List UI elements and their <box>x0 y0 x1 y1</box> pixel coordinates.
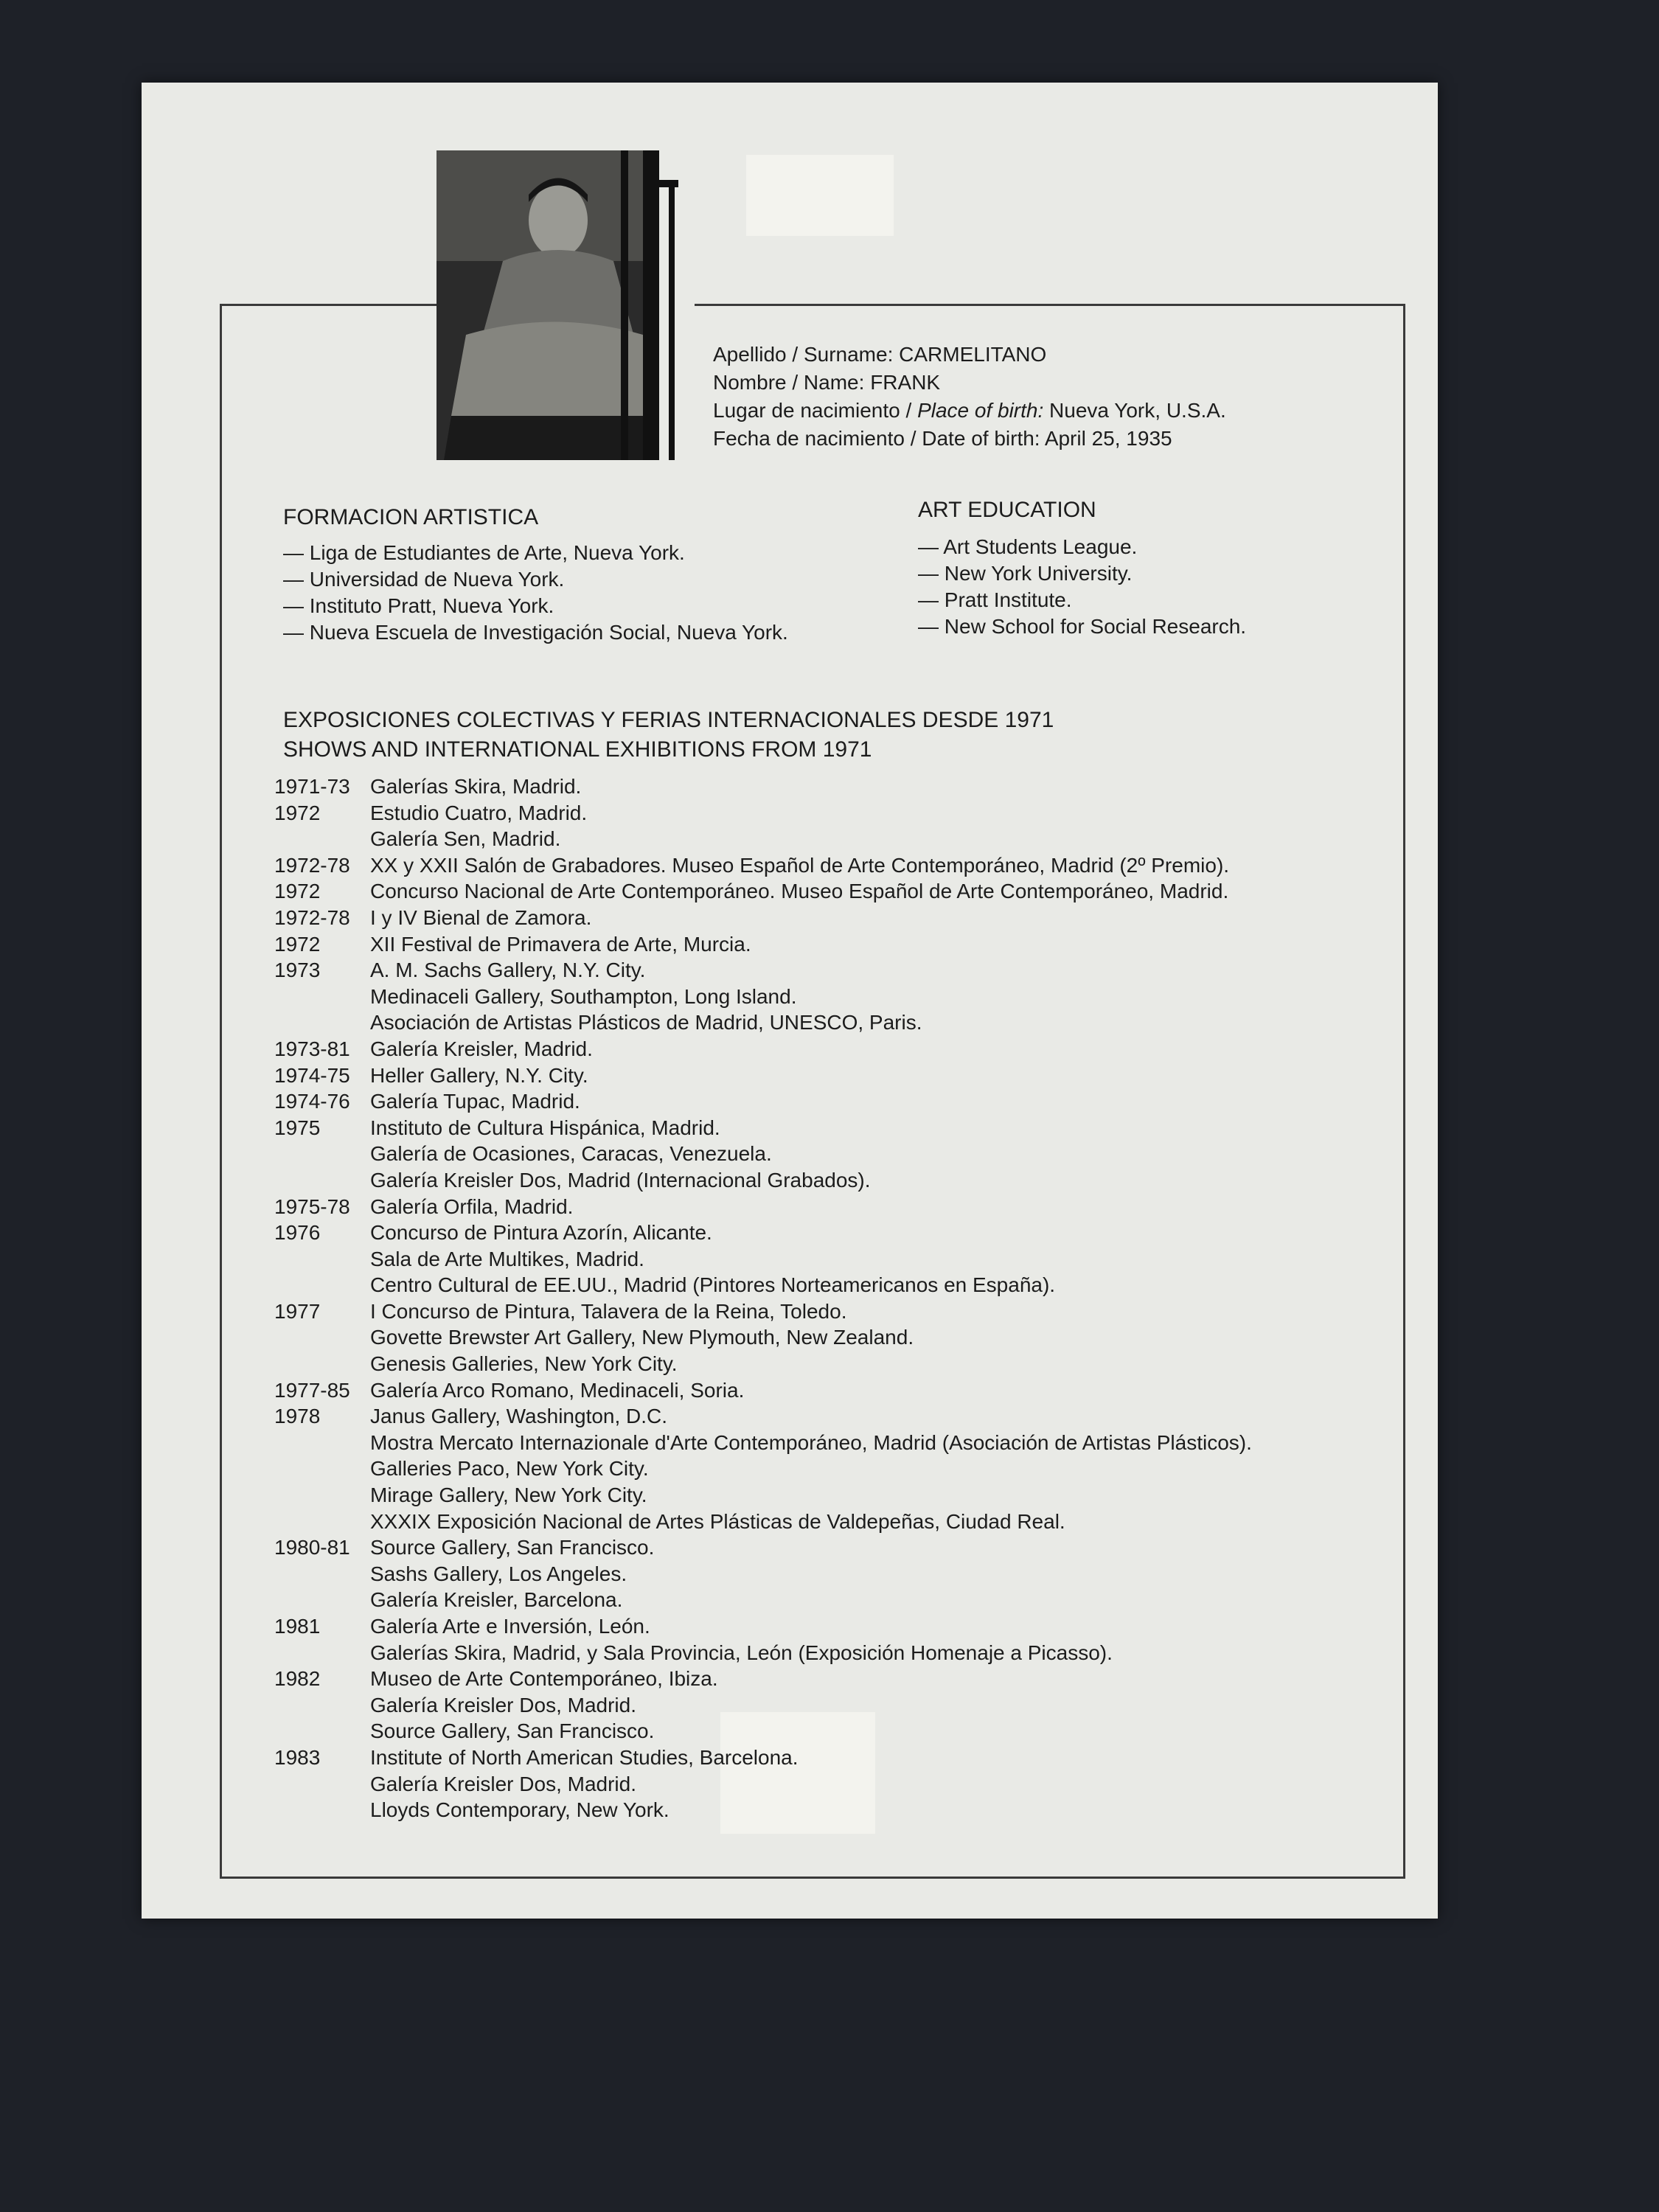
exhibition-venue: Heller Gallery, N.Y. City. <box>370 1063 588 1087</box>
exhibition-year: 1972 <box>274 932 321 956</box>
exhibition-row <box>274 1377 1252 1404</box>
exhibition-row <box>274 1194 1252 1220</box>
identity-block <box>713 341 1226 453</box>
exhibition-row <box>274 1482 1252 1509</box>
exhibition-venue: Galería de Ocasiones, Caracas, Venezuela. <box>370 1142 772 1166</box>
exhibition-row <box>274 852 1252 879</box>
exhibition-year: 1976 <box>274 1221 321 1245</box>
exhibition-venue: Source Gallery, San Francisco. <box>370 1719 655 1743</box>
exhibition-row <box>274 1220 1252 1246</box>
birthdate-row <box>713 425 1226 453</box>
exhibition-year <box>274 1167 370 1194</box>
exhibition-year <box>274 1561 370 1587</box>
exhibition-row <box>274 1587 1252 1613</box>
exhibition-venue: Source Gallery, San Francisco. <box>370 1536 655 1559</box>
exhibition-row <box>274 1666 1252 1692</box>
exhibition-year <box>274 1455 370 1482</box>
list-item: — Universidad de Nueva York. <box>283 566 788 593</box>
exhibition-row <box>274 826 1252 852</box>
exhibition-row <box>274 1561 1252 1587</box>
exhibition-year: 1972-78 <box>274 853 350 877</box>
exhibition-venue: Concurso de Pintura Azorín, Alicante. <box>370 1221 712 1245</box>
exhibition-venue: Galerías Skira, Madrid, y Sala Provincia, León (Exposición Homenaje a Picasso). <box>370 1641 1113 1664</box>
exhibition-row <box>274 1298 1252 1325</box>
exhibition-row <box>274 984 1252 1010</box>
shows-title-es: EXPOSICIONES COLECTIVAS Y FERIAS INTERNACIONALES DESDE 1971 <box>283 708 1054 732</box>
exhibition-venue: Institute of North American Studies, Barcelona. <box>370 1745 799 1769</box>
exhibition-venue: Galería Kreisler, Barcelona. <box>370 1588 623 1612</box>
birthplace-label-es: Lugar de nacimiento / <box>713 399 912 422</box>
exhibition-year: 1973 <box>274 959 321 982</box>
exhibition-row <box>274 800 1252 827</box>
portrait-image <box>437 150 695 460</box>
exhibition-year <box>274 1587 370 1613</box>
birthdate-label: Fecha de nacimiento / Date of birth: <box>713 427 1040 450</box>
exhibition-year <box>274 1640 370 1666</box>
exhibition-venue: XII Festival de Primavera de Arte, Murcia. <box>370 932 751 956</box>
exhibition-row <box>274 1351 1252 1377</box>
education-title: ART EDUCATION <box>918 498 1096 522</box>
exhibition-row <box>274 1324 1252 1351</box>
exhibition-year: 1972 <box>274 801 321 824</box>
exhibition-year: 1975-78 <box>274 1194 350 1218</box>
exhibition-year <box>274 826 370 852</box>
exhibition-year <box>274 1771 370 1798</box>
formacion-title: FORMACION ARTISTICA <box>283 505 539 529</box>
exhibition-row <box>274 957 1252 984</box>
exhibition-year: 1980-81 <box>274 1536 350 1559</box>
exhibition-row <box>274 1430 1252 1456</box>
exhibition-year <box>274 1246 370 1273</box>
surname-label: Apellido / Surname: <box>713 343 894 366</box>
exhibition-venue: XXXIX Exposición Nacional de Artes Plásticas de Valdepeñas, Ciudad Real. <box>370 1509 1065 1533</box>
exhibition-year: 1977-85 <box>274 1378 350 1402</box>
list-item: — New School for Social Research. <box>918 613 1246 640</box>
exhibition-venue: Janus Gallery, Washington, D.C. <box>370 1405 668 1428</box>
exhibition-venue: Govette Brewster Art Gallery, New Plymouth, New Zealand. <box>370 1326 914 1349</box>
exhibition-venue: Genesis Galleries, New York City. <box>370 1352 678 1376</box>
exhibition-year: 1974-76 <box>274 1090 350 1113</box>
exhibition-year: 1977 <box>274 1299 321 1323</box>
exhibition-row <box>274 1455 1252 1482</box>
exhibition-venue: Estudio Cuatro, Madrid. <box>370 801 588 824</box>
exhibition-row <box>274 878 1252 905</box>
exhibition-row <box>274 1640 1252 1666</box>
exhibition-row <box>274 905 1252 931</box>
exhibition-row <box>274 1115 1252 1141</box>
exhibition-venue: Asociación de Artistas Plásticos de Madrid, UNESCO, Paris. <box>370 1011 922 1034</box>
exhibition-venue: Sala de Arte Multikes, Madrid. <box>370 1247 644 1270</box>
exhibition-row <box>274 1509 1252 1535</box>
exhibition-venue: Galerías Skira, Madrid. <box>370 775 582 798</box>
exhibition-venue: Galería Kreisler Dos, Madrid. <box>370 1693 637 1717</box>
birthplace-label-en: Place of birth: <box>917 399 1044 422</box>
shows-title-en: SHOWS AND INTERNATIONAL EXHIBITIONS FROM 1971 <box>283 737 872 762</box>
exhibition-year <box>274 1509 370 1535</box>
exhibition-row <box>274 1718 1252 1745</box>
exhibition-year <box>274 1009 370 1036</box>
exhibition-row <box>274 1613 1252 1640</box>
exhibition-venue: Galería Kreisler Dos, Madrid. <box>370 1772 637 1795</box>
exhibition-venue: I Concurso de Pintura, Talavera de la Reina, Toledo. <box>370 1299 847 1323</box>
name-label: Nombre / Name: <box>713 371 865 394</box>
birthplace-value: Nueva York, U.S.A. <box>1049 399 1226 422</box>
exhibition-year: 1975 <box>274 1116 321 1139</box>
surname-value: CARMELITANO <box>899 343 1047 366</box>
shows-heading <box>283 706 1054 765</box>
exhibition-row <box>274 1534 1252 1561</box>
birthplace-row <box>713 397 1226 425</box>
formacion-list <box>283 540 788 646</box>
exhibition-venue: Galería Sen, Madrid. <box>370 827 561 851</box>
exhibition-row <box>274 1272 1252 1298</box>
exhibition-row <box>274 1403 1252 1430</box>
exhibition-row <box>274 1771 1252 1798</box>
exhibition-year <box>274 1351 370 1377</box>
exhibition-year: 1983 <box>274 1745 321 1769</box>
exhibition-venue: Galería Arte e Inversión, León. <box>370 1615 650 1638</box>
list-item: — Nueva Escuela de Investigación Social, Nueva York. <box>283 619 788 646</box>
exhibition-venue: Mirage Gallery, New York City. <box>370 1484 647 1507</box>
exhibition-venue: XX y XXII Salón de Grabadores. Museo Español de Arte Contemporáneo, Madrid (2º Premio). <box>370 853 1230 877</box>
exhibition-venue: Galería Kreisler, Madrid. <box>370 1037 593 1060</box>
shows-list <box>274 773 1252 1823</box>
education-list <box>918 534 1246 640</box>
exhibition-venue: Galería Orfila, Madrid. <box>370 1194 574 1218</box>
exhibition-venue: Instituto de Cultura Hispánica, Madrid. <box>370 1116 720 1139</box>
exhibition-row <box>274 773 1252 800</box>
exhibition-row <box>274 1088 1252 1115</box>
exhibition-venue: Museo de Arte Contemporáneo, Ibiza. <box>370 1667 718 1691</box>
exhibition-row <box>274 931 1252 958</box>
birthdate-value: April 25, 1935 <box>1044 427 1172 450</box>
name-value: FRANK <box>870 371 941 394</box>
list-item: — Art Students League. <box>918 534 1246 560</box>
exhibition-year <box>274 1692 370 1719</box>
exhibition-venue: Galería Arco Romano, Medinaceli, Soria. <box>370 1378 745 1402</box>
exhibition-year <box>274 1141 370 1167</box>
exhibition-row <box>274 1036 1252 1062</box>
exhibition-venue: Lloyds Contemporary, New York. <box>370 1798 669 1822</box>
exhibition-row <box>274 1141 1252 1167</box>
exhibition-year <box>274 1482 370 1509</box>
exhibition-row <box>274 1246 1252 1273</box>
exhibition-year <box>274 1324 370 1351</box>
tape-patch-top <box>746 155 894 236</box>
exhibition-row <box>274 1062 1252 1089</box>
name-row <box>713 369 1226 397</box>
exhibition-venue: Centro Cultural de EE.UU., Madrid (Pintores Norteamericanos en España). <box>370 1273 1056 1297</box>
exhibition-year <box>274 1797 370 1823</box>
exhibition-year: 1978 <box>274 1405 321 1428</box>
list-item: — Pratt Institute. <box>918 587 1246 613</box>
exhibition-row <box>274 1745 1252 1771</box>
exhibition-venue: Galería Kreisler Dos, Madrid (Internacional Grabados). <box>370 1168 871 1192</box>
exhibition-venue: Sashs Gallery, Los Angeles. <box>370 1562 627 1585</box>
exhibition-row <box>274 1797 1252 1823</box>
exhibition-year <box>274 1430 370 1456</box>
exhibition-year <box>274 1272 370 1298</box>
exhibition-venue: Galería Tupac, Madrid. <box>370 1090 580 1113</box>
exhibition-year: 1974-75 <box>274 1063 350 1087</box>
exhibition-row <box>274 1167 1252 1194</box>
surname-row <box>713 341 1226 369</box>
exhibition-venue: A. M. Sachs Gallery, N.Y. City. <box>370 959 646 982</box>
exhibition-venue: Mostra Mercato Internazionale d'Arte Contemporáneo, Madrid (Asociación de Artistas Plásticos). <box>370 1430 1252 1454</box>
exhibition-venue: Concurso Nacional de Arte Contemporáneo. Museo Español de Arte Contemporáneo, Madrid. <box>370 880 1229 903</box>
exhibition-row <box>274 1009 1252 1036</box>
exhibition-year: 1971-73 <box>274 775 350 798</box>
exhibition-year: 1972-78 <box>274 905 350 929</box>
exhibition-year <box>274 984 370 1010</box>
list-item: — New York University. <box>918 560 1246 587</box>
resume-sheet <box>142 83 1438 1919</box>
exhibition-year: 1973-81 <box>274 1037 350 1060</box>
exhibition-venue: I y IV Bienal de Zamora. <box>370 905 592 929</box>
list-item: — Instituto Pratt, Nueva York. <box>283 593 788 619</box>
exhibition-venue: Medinaceli Gallery, Southampton, Long Island. <box>370 984 797 1008</box>
exhibition-row <box>274 1692 1252 1719</box>
artist-photo <box>437 150 695 460</box>
list-item: — Liga de Estudiantes de Arte, Nueva York. <box>283 540 788 566</box>
exhibition-year: 1981 <box>274 1615 321 1638</box>
exhibition-venue: Galleries Paco, New York City. <box>370 1457 649 1481</box>
exhibition-year <box>274 1718 370 1745</box>
exhibition-year: 1972 <box>274 880 321 903</box>
exhibition-year: 1982 <box>274 1667 321 1691</box>
